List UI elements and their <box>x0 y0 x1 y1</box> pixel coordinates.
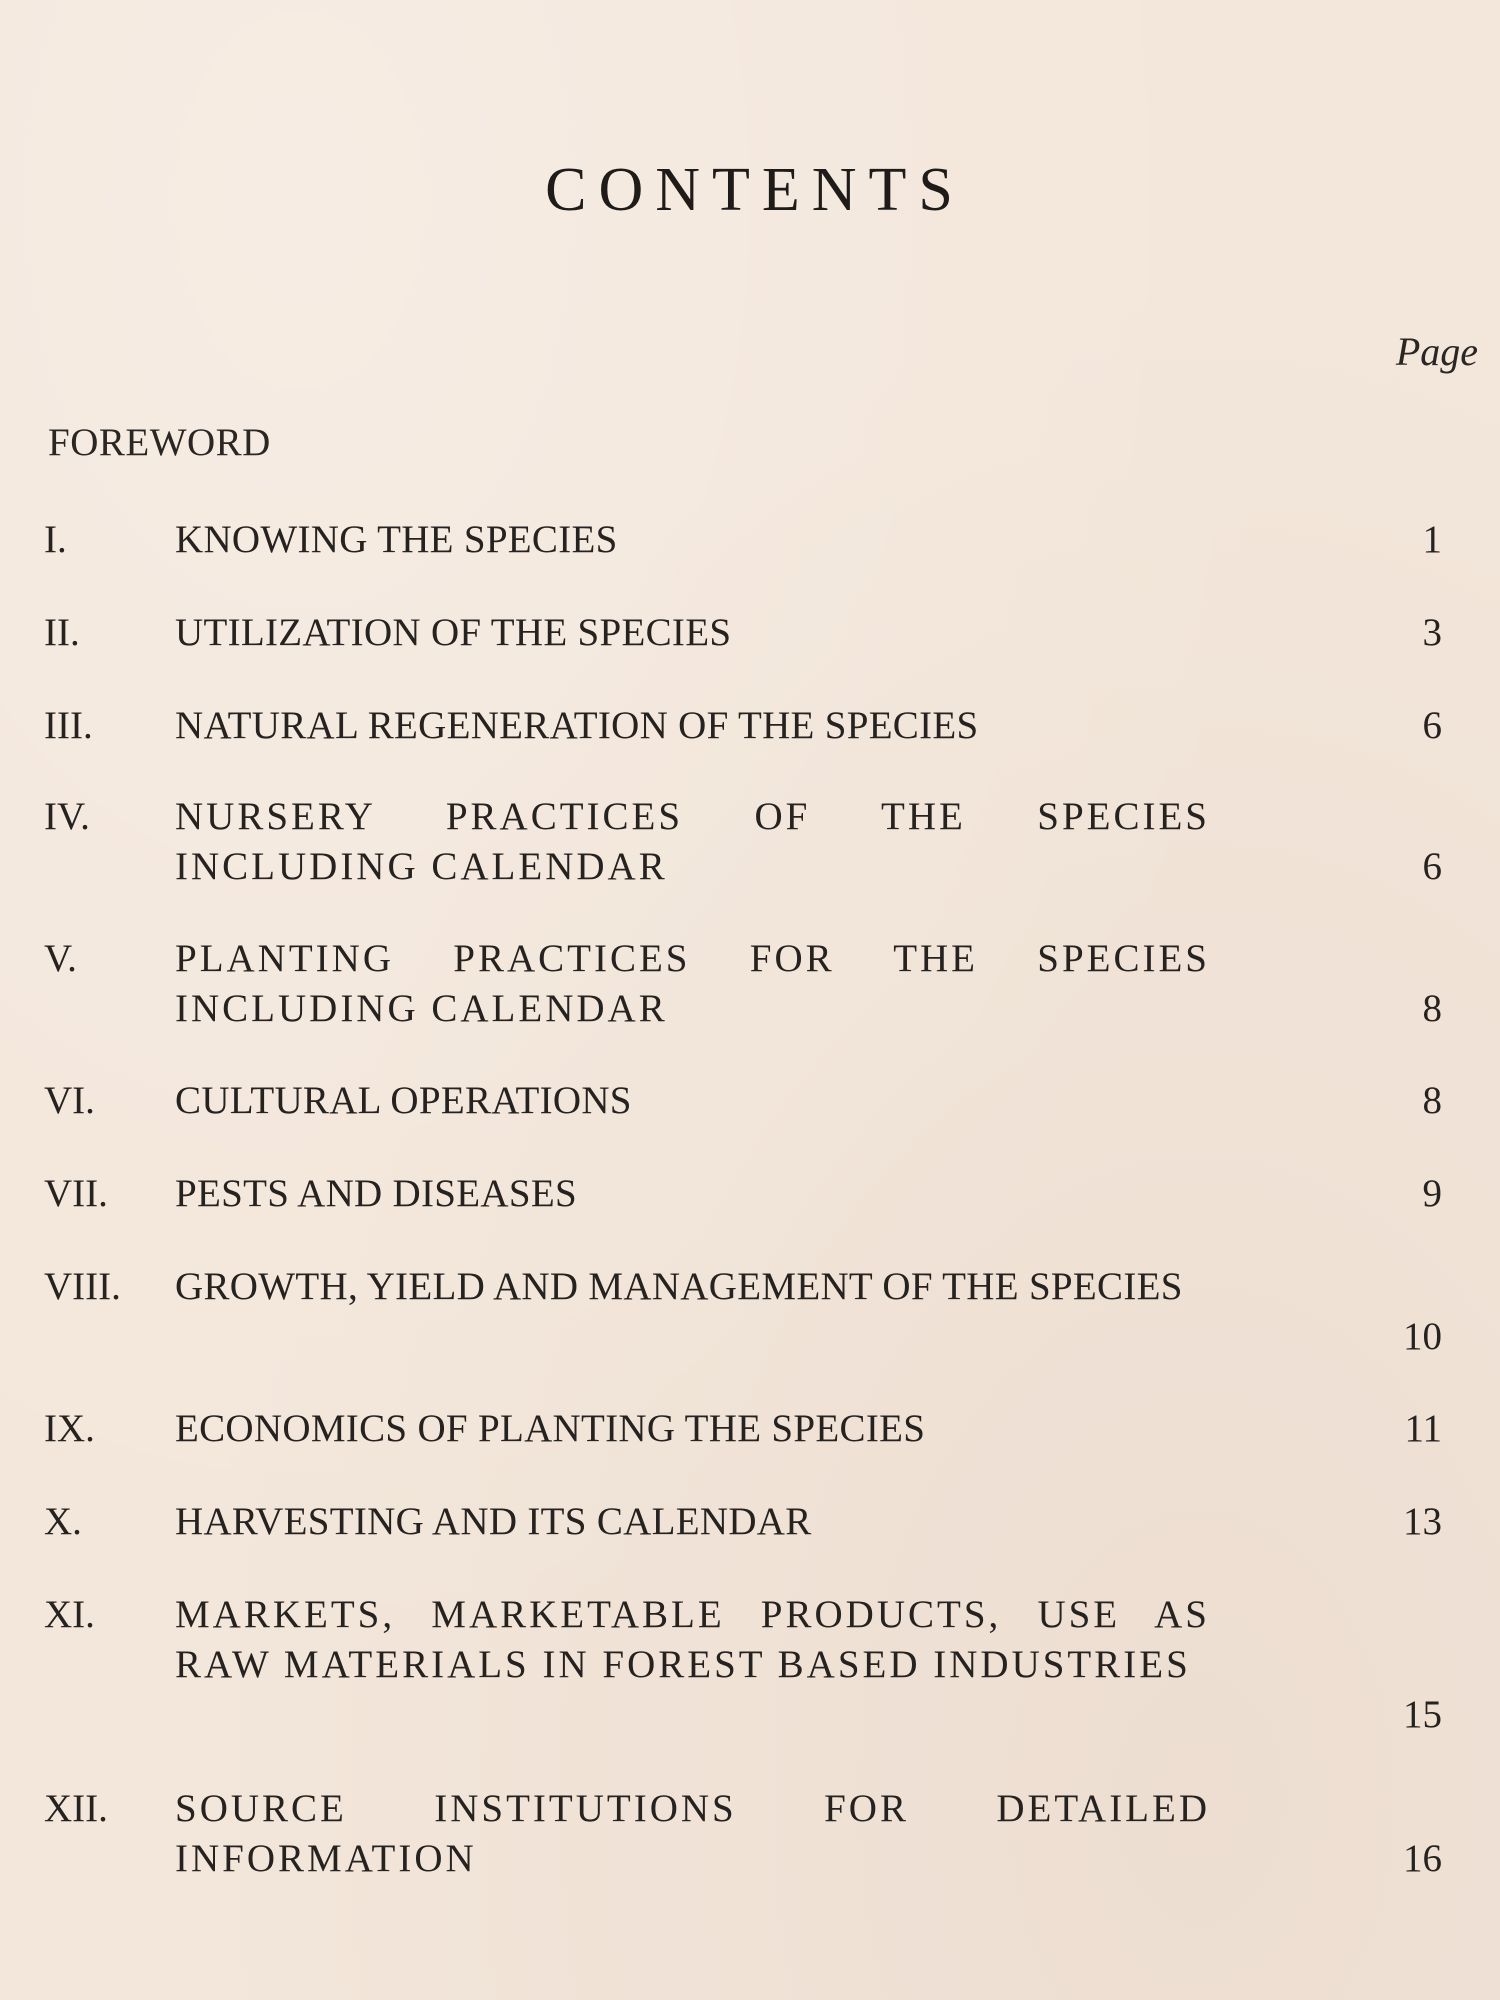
entry-page-number: 1 <box>1422 518 1442 561</box>
entry-number: XII. <box>44 1787 108 1830</box>
page-title: CONTENTS <box>545 156 965 224</box>
entry-title: NURSERY PRACTICES OF THE SPECIES INCLUDING CALENDAR <box>175 795 1210 888</box>
entry-page-number: 6 <box>1422 704 1442 747</box>
entry-title: ECONOMICS OF PLANTING THE SPECIES <box>175 1407 926 1450</box>
entry-title: NATURAL REGENERATION OF THE SPECIES <box>175 704 979 747</box>
entry-page-number: 6 <box>1422 845 1442 888</box>
foreword-entry: FOREWORD <box>48 421 271 464</box>
entry-page-number: 11 <box>1404 1407 1442 1450</box>
entry-title: UTILIZATION OF THE SPECIES <box>175 611 732 654</box>
entry-page-number: 10 <box>1403 1315 1442 1358</box>
entry-page-number: 13 <box>1403 1500 1442 1543</box>
entry-page-number: 8 <box>1422 987 1442 1030</box>
entry-number: XI. <box>44 1593 95 1636</box>
entry-page-number: 3 <box>1422 611 1442 654</box>
entry-number: IX. <box>44 1407 95 1450</box>
entry-page-number: 15 <box>1403 1693 1442 1736</box>
entry-number: VII. <box>44 1172 108 1215</box>
entry-number: IV. <box>44 795 90 838</box>
entry-title: HARVESTING AND ITS CALENDAR <box>175 1500 812 1543</box>
entry-page-number: 9 <box>1422 1172 1442 1215</box>
entry-title: PLANTING PRACTICES FOR THE SPECIES INCLUDING CALENDAR <box>175 937 1210 1030</box>
entry-title: SOURCE INSTITUTIONS FOR DETAILED INFORMATION <box>175 1787 1210 1880</box>
entry-number: III. <box>44 704 93 747</box>
entry-number: VIII. <box>44 1265 121 1308</box>
entry-number: V. <box>44 937 77 980</box>
entry-title: PESTS AND DISEASES <box>175 1172 577 1215</box>
entry-title: MARKETS, MARKETABLE PRODUCTS, USE AS RAW MATERIALS IN FOREST BASED INDUSTRIES <box>175 1593 1210 1686</box>
entry-title: CULTURAL OPERATIONS <box>175 1079 632 1122</box>
entry-page-number: 16 <box>1403 1837 1442 1880</box>
entry-number: I. <box>44 518 67 561</box>
entry-page-number: 8 <box>1422 1079 1442 1122</box>
entry-title: GROWTH, YIELD AND MANAGEMENT OF THE SPECIES <box>175 1265 1183 1308</box>
entry-number: II. <box>44 611 80 654</box>
page-column-heading: Page <box>1395 329 1478 374</box>
entry-number: X. <box>44 1500 82 1543</box>
entry-number: VI. <box>44 1079 95 1122</box>
entry-title: KNOWING THE SPECIES <box>175 518 618 561</box>
